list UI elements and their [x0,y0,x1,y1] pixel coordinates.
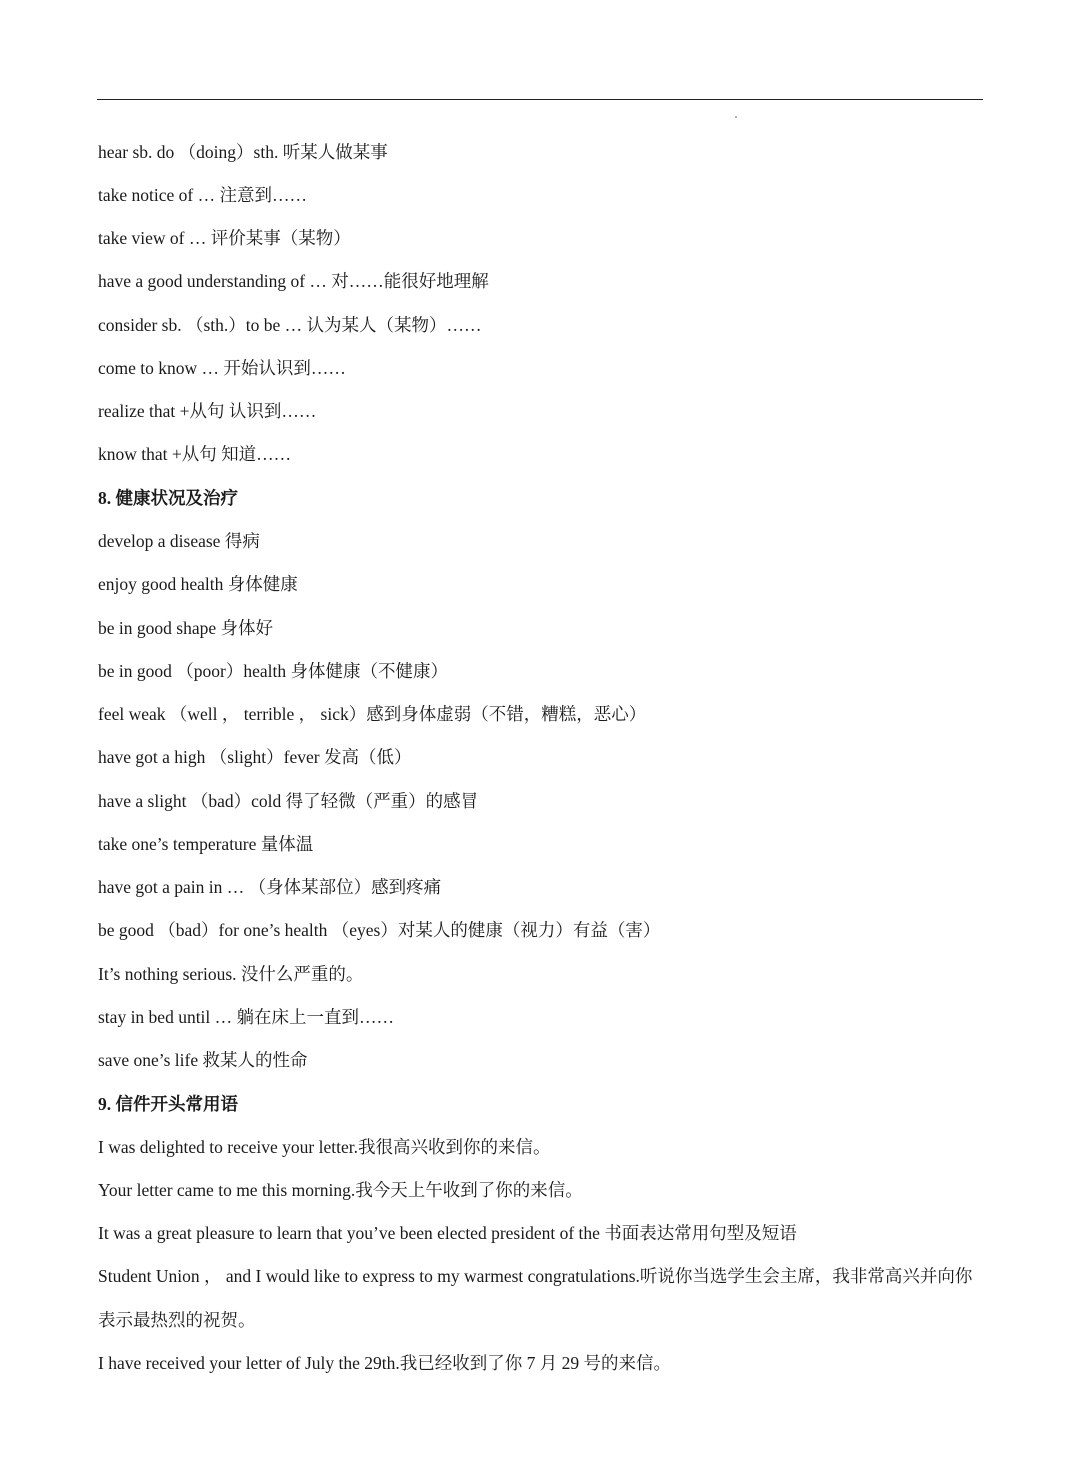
phrase-line: Your letter came to me this morning.我今天上午收到了你的来信。 [98,1180,583,1200]
phrase-line: take one’s temperature 量体温 [98,834,314,854]
phrase-line: develop a disease 得病 [98,531,260,551]
phrase-line: take notice of … 注意到…… [98,185,307,205]
phrase-line: hear sb. do （doing）sth. 听某人做某事 [98,142,388,162]
phrase-line: It was a great pleasure to learn that you’ve been elected president of the 书面表达常用句型及短语 [98,1223,797,1243]
phrase-line: feel weak （well ， terrible ， sick）感到身体虚弱（不错，糟糕，恶心） [98,704,647,724]
phrase-line: I have received your letter of July the 29th.我已经收到了你 7 月 29 号的来信。 [98,1353,672,1373]
phrase-line: It’s nothing serious. 没什么严重的。 [98,964,364,984]
phrase-line: stay in bed until … 躺在床上一直到…… [98,1007,395,1027]
phrase-line: have got a high （slight）fever 发高（低） [98,747,412,767]
phrase-line: come to know … 开始认识到…… [98,358,346,378]
phrase-line: have a good understanding of … 对……能很好地理解 [98,271,489,291]
phrase-paragraph: Student Union ， and I would like to express to my warmest congratulations.听说你当选学生会主席，我非常高兴并向你表示最热烈的祝贺。 [98,1266,973,1330]
phrase-line: enjoy good health 身体健康 [98,574,298,594]
phrase-line: realize that +从句 认识到…… [98,401,317,421]
phrase-line: have got a pain in … （身体某部位）感到疼痛 [98,877,442,897]
phrase-line: be in good shape 身体好 [98,618,273,638]
phrase-line: take view of … 评价某事（某物） [98,228,351,248]
phrase-line: be in good （poor）health 身体健康（不健康） [98,661,448,681]
phrase-line: I was delighted to receive your letter.我很高兴收到你的来信。 [98,1137,551,1157]
phrase-line: be good （bad）for one’s health （eyes）对某人的健康（视力）有益（害） [98,920,661,940]
phrase-line: have a slight （bad）cold 得了轻微（严重）的感冒 [98,791,479,811]
section-heading-letter-openings: 9. 信件开头常用语 [98,1094,238,1114]
phrase-line: know that +从句 知道…… [98,444,292,464]
phrase-line: consider sb. （sth.）to be … 认为某人（某物）…… [98,315,482,335]
section-heading-health: 8. 健康状况及治疗 [98,488,238,508]
phrase-line: save one’s life 救某人的性命 [98,1050,308,1070]
scan-speck [735,116,737,118]
header-rule [97,99,983,100]
